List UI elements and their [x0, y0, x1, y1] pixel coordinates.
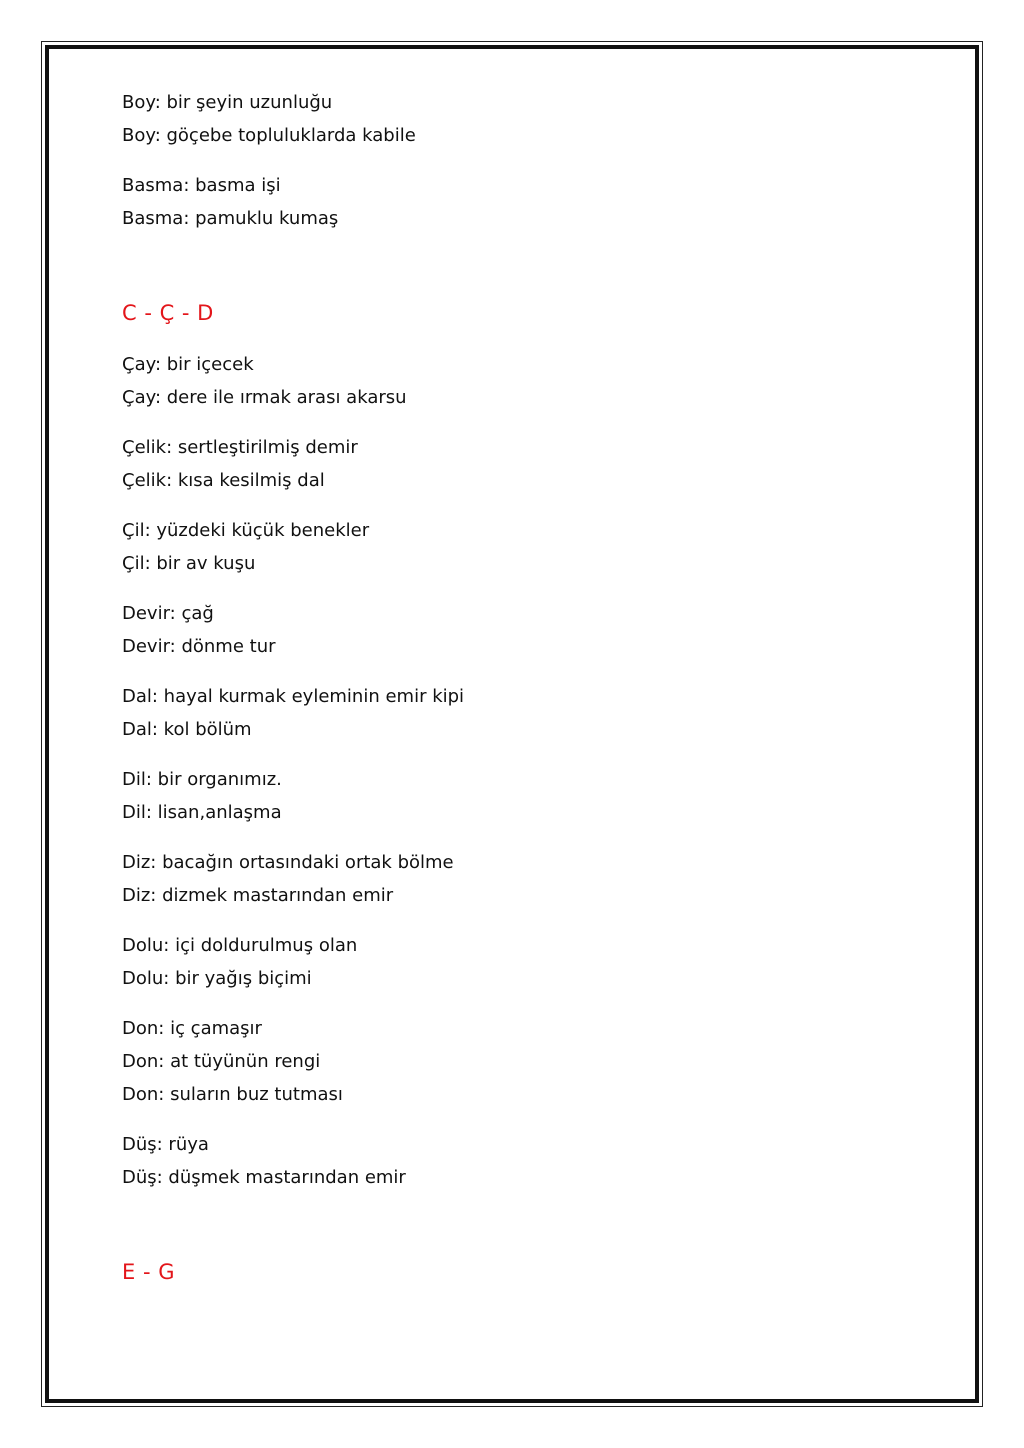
- entry: Çay: dere ile ırmak arası akarsu: [122, 387, 407, 408]
- section-heading-c-c-d: C - Ç - D: [122, 301, 214, 325]
- entry: Düş: rüya: [122, 1134, 209, 1155]
- entry: Don: iç çamaşır: [122, 1018, 262, 1039]
- entry: Diz: bacağın ortasındaki ortak bölme: [122, 852, 454, 873]
- entry-group-dus: [122, 1128, 882, 1194]
- document-content: [122, 86, 882, 1287]
- section-heading-e-g: E - G: [122, 1260, 175, 1284]
- entry-group-celik: [122, 431, 882, 497]
- entry-group-devir: [122, 597, 882, 663]
- entry-group-cil: [122, 514, 882, 580]
- entry-group-dal: [122, 680, 882, 746]
- entry-group-diz: [122, 846, 882, 912]
- entry: Devir: dönme tur: [122, 636, 276, 657]
- entry: Dolu: bir yağış biçimi: [122, 968, 312, 989]
- entry-group-dil: [122, 763, 882, 829]
- entry: Çay: bir içecek: [122, 354, 254, 375]
- entry: Dal: hayal kurmak eyleminin emir kipi: [122, 686, 465, 707]
- entry: Çelik: kısa kesilmiş dal: [122, 470, 325, 491]
- entry: Don: suların buz tutması: [122, 1084, 343, 1105]
- entry: Çil: bir av kuşu: [122, 553, 256, 574]
- entry: Boy: bir şeyin uzunluğu: [122, 92, 333, 113]
- entry-group-boy: [122, 86, 882, 152]
- entry: Düş: düşmek mastarından emir: [122, 1167, 406, 1188]
- entry: Çelik: sertleştirilmiş demir: [122, 437, 358, 458]
- entry: Devir: çağ: [122, 603, 214, 624]
- entry-group-basma: [122, 169, 882, 235]
- entry: Basma: basma işi: [122, 175, 281, 196]
- entry: Diz: dizmek mastarından emir: [122, 885, 394, 906]
- entry-group-cay: [122, 348, 882, 414]
- entry: Basma: pamuklu kumaş: [122, 208, 339, 229]
- entry: Boy: göçebe topluluklarda kabile: [122, 125, 416, 146]
- entry: Dolu: içi doldurulmuş olan: [122, 935, 358, 956]
- entry: Dal: kol bölüm: [122, 719, 252, 740]
- entry: Dil: lisan,anlaşma: [122, 802, 282, 823]
- entry-group-dolu: [122, 929, 882, 995]
- entry: Dil: bir organımız.: [122, 769, 282, 790]
- entry: Çil: yüzdeki küçük benekler: [122, 520, 370, 541]
- entry: Don: at tüyünün rengi: [122, 1051, 321, 1072]
- entry-group-don: [122, 1012, 882, 1111]
